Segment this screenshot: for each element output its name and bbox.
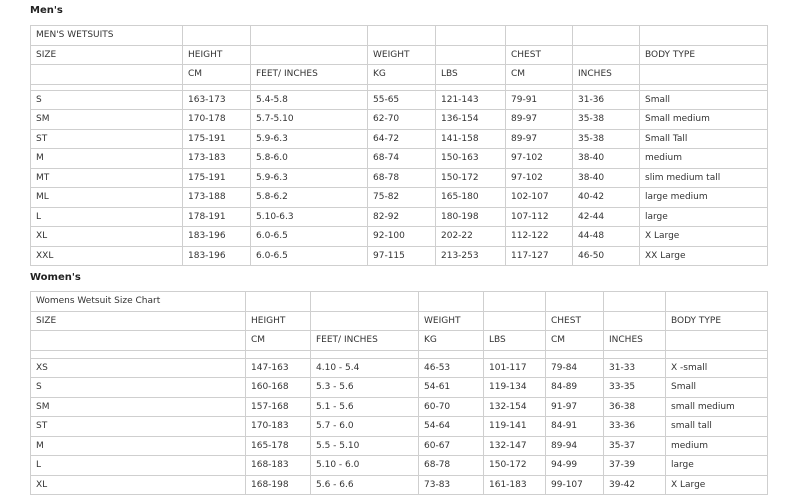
table-row-cell: 33-35 — [604, 378, 666, 398]
group-header-row-cell — [604, 311, 666, 331]
spacer-row-cell — [546, 350, 604, 358]
table-row — [31, 475, 768, 495]
table-row — [31, 129, 768, 149]
table-row-cell: S — [31, 90, 183, 110]
table-row-cell: XS — [31, 358, 246, 378]
table-row-cell: 54-64 — [419, 417, 484, 437]
table-row-cell: 5.9-6.3 — [251, 129, 368, 149]
table-row-cell: XX Large — [640, 246, 768, 266]
table-row-cell: 119-134 — [484, 378, 546, 398]
table-row-cell: 213-253 — [436, 246, 506, 266]
table-row-cell: 147-163 — [246, 358, 311, 378]
table-title-row-cell — [573, 26, 640, 46]
table-row-cell: 75-82 — [368, 188, 436, 208]
table-row-cell: 6.0-6.5 — [251, 227, 368, 247]
table-row-cell: 60-67 — [419, 436, 484, 456]
table-row-cell: 64-72 — [368, 129, 436, 149]
table-title-row-cell — [183, 26, 251, 46]
table-row-cell: 150-163 — [436, 149, 506, 169]
table-row-cell: large medium — [640, 188, 768, 208]
table-row-cell: 38-40 — [573, 168, 640, 188]
unit-header-row-cell — [31, 331, 246, 351]
table-row-cell: 175-191 — [183, 168, 251, 188]
table-row-cell: 82-92 — [368, 207, 436, 227]
table-title-row-cell — [311, 292, 419, 312]
mens-size-table — [30, 25, 768, 266]
table-row-cell: 5.10 - 6.0 — [311, 456, 419, 476]
group-header-row-cell: CHEST — [546, 311, 604, 331]
table-title-row-cell — [251, 26, 368, 46]
table-row-cell: 5.8-6.0 — [251, 149, 368, 169]
unit-header-row — [31, 331, 768, 351]
table-row-cell: medium — [666, 436, 768, 456]
table-row-cell: 79-84 — [546, 358, 604, 378]
table-row-cell: 161-183 — [484, 475, 546, 495]
table-row-cell: 101-117 — [484, 358, 546, 378]
table-row-cell: 99-107 — [546, 475, 604, 495]
unit-header-row-cell: INCHES — [573, 65, 640, 85]
mens-section-heading: Men's — [30, 5, 63, 16]
group-header-row-cell — [573, 45, 640, 65]
table-row-cell: 5.7-5.10 — [251, 110, 368, 130]
table-row-cell: X Large — [640, 227, 768, 247]
table-row — [31, 358, 768, 378]
group-header-row-cell — [484, 311, 546, 331]
table-row-cell: 202-22 — [436, 227, 506, 247]
table-row-cell: 38-40 — [573, 149, 640, 169]
group-header-row-cell: HEIGHT — [183, 45, 251, 65]
table-row — [31, 227, 768, 247]
group-header-row — [31, 45, 768, 65]
unit-header-row-cell: CM — [546, 331, 604, 351]
table-row-cell: 170-178 — [183, 110, 251, 130]
table-title-row-cell — [436, 26, 506, 46]
table-title: MEN'S WETSUITS — [31, 26, 183, 46]
table-title-row-cell — [666, 292, 768, 312]
table-row-cell: 91-97 — [546, 397, 604, 417]
table-title-row-cell — [546, 292, 604, 312]
table-row-cell: 173-183 — [183, 149, 251, 169]
table-row-cell: 97-102 — [506, 168, 573, 188]
table-row-cell: 68-74 — [368, 149, 436, 169]
table-row — [31, 207, 768, 227]
table-title-row — [31, 26, 768, 46]
table-row — [31, 90, 768, 110]
table-row-cell: 40-42 — [573, 188, 640, 208]
table-row — [31, 417, 768, 437]
table-row-cell: 183-196 — [183, 246, 251, 266]
table-row-cell: 79-91 — [506, 90, 573, 110]
table-row-cell: 54-61 — [419, 378, 484, 398]
table-row-cell: 107-112 — [506, 207, 573, 227]
table-row-cell: X Large — [666, 475, 768, 495]
table-row-cell: 55-65 — [368, 90, 436, 110]
group-header-row-cell: CHEST — [506, 45, 573, 65]
group-header-row-cell: BODY TYPE — [666, 311, 768, 331]
spacer-row-cell — [311, 350, 419, 358]
unit-header-row-cell — [666, 331, 768, 351]
table-row-cell: 94-99 — [546, 456, 604, 476]
unit-header-row-cell: LBS — [484, 331, 546, 351]
table-row-cell: 5.1 - 5.6 — [311, 397, 419, 417]
table-row-cell: large — [640, 207, 768, 227]
table-row-cell: 163-173 — [183, 90, 251, 110]
unit-header-row-cell: CM — [183, 65, 251, 85]
table-row-cell: 5.6 - 6.6 — [311, 475, 419, 495]
group-header-row-cell — [436, 45, 506, 65]
table-row-cell: large — [666, 456, 768, 476]
group-header-row-cell — [251, 45, 368, 65]
table-row-cell: 4.10 - 5.4 — [311, 358, 419, 378]
table-row-cell: 165-180 — [436, 188, 506, 208]
table-row-cell: 97-115 — [368, 246, 436, 266]
table-row-cell: 42-44 — [573, 207, 640, 227]
table-row-cell: 68-78 — [368, 168, 436, 188]
unit-header-row-cell — [31, 65, 183, 85]
spacer-row-cell — [484, 350, 546, 358]
table-title-row-cell — [246, 292, 311, 312]
table-row-cell: 46-50 — [573, 246, 640, 266]
table-row-cell: 84-89 — [546, 378, 604, 398]
table-row-cell: 89-97 — [506, 129, 573, 149]
table-row-cell: 89-97 — [506, 110, 573, 130]
spacer-row-cell — [419, 350, 484, 358]
table-row-cell: 39-42 — [604, 475, 666, 495]
unit-header-row-cell: CM — [506, 65, 573, 85]
table-row-cell: 5.9-6.3 — [251, 168, 368, 188]
group-header-row-cell: HEIGHT — [246, 311, 311, 331]
table-row-cell: 165-178 — [246, 436, 311, 456]
unit-header-row-cell: FEET/ INCHES — [251, 65, 368, 85]
womens-size-table — [30, 291, 768, 495]
table-row-cell: 60-70 — [419, 397, 484, 417]
table-row-cell: 5.5 - 5.10 — [311, 436, 419, 456]
table-row — [31, 397, 768, 417]
spacer-row-cell — [666, 350, 768, 358]
table-row-cell: 136-154 — [436, 110, 506, 130]
womens-section-heading: Women's — [30, 272, 81, 283]
table-row-cell: 84-91 — [546, 417, 604, 437]
table-row-cell: 5.10-6.3 — [251, 207, 368, 227]
table-row-cell: 132-147 — [484, 436, 546, 456]
table-row-cell: 178-191 — [183, 207, 251, 227]
table-row — [31, 436, 768, 456]
table-row-cell: 73-83 — [419, 475, 484, 495]
table-row-cell: medium — [640, 149, 768, 169]
table-row-cell: ML — [31, 188, 183, 208]
table-row — [31, 110, 768, 130]
table-row-cell: M — [31, 149, 183, 169]
table-row-cell: 31-33 — [604, 358, 666, 378]
table-title-row-cell — [506, 26, 573, 46]
table-row-cell: 5.4-5.8 — [251, 90, 368, 110]
unit-header-row-cell: FEET/ INCHES — [311, 331, 419, 351]
spacer-row-cell — [604, 350, 666, 358]
table-row-cell: 117-127 — [506, 246, 573, 266]
table-row-cell: 97-102 — [506, 149, 573, 169]
table-row-cell: 35-38 — [573, 110, 640, 130]
table-row-cell: Small medium — [640, 110, 768, 130]
table-row-cell: 168-183 — [246, 456, 311, 476]
table-title-row-cell — [484, 292, 546, 312]
group-header-row-cell: WEIGHT — [419, 311, 484, 331]
spacer-row-cell — [31, 350, 246, 358]
table-row-cell: small tall — [666, 417, 768, 437]
table-row-cell: 183-196 — [183, 227, 251, 247]
table-row-cell: SM — [31, 397, 246, 417]
unit-header-row — [31, 65, 768, 85]
table-row — [31, 378, 768, 398]
table-row-cell: 141-158 — [436, 129, 506, 149]
table-row-cell: 112-122 — [506, 227, 573, 247]
table-row-cell: 5.3 - 5.6 — [311, 378, 419, 398]
table-row-cell: 35-38 — [573, 129, 640, 149]
table-title: Womens Wetsuit Size Chart — [31, 292, 246, 312]
group-header-row-cell: WEIGHT — [368, 45, 436, 65]
table-row — [31, 456, 768, 476]
table-row-cell: 121-143 — [436, 90, 506, 110]
table-title-row-cell — [604, 292, 666, 312]
table-title-row — [31, 292, 768, 312]
group-header-row-cell — [311, 311, 419, 331]
unit-header-row-cell — [640, 65, 768, 85]
table-row-cell: 36-38 — [604, 397, 666, 417]
table-row-cell: 170-183 — [246, 417, 311, 437]
table-row-cell: XL — [31, 227, 183, 247]
group-header-row-cell: SIZE — [31, 45, 183, 65]
table-row — [31, 149, 768, 169]
table-row-cell: MT — [31, 168, 183, 188]
table-row-cell: 168-198 — [246, 475, 311, 495]
table-row-cell: 175-191 — [183, 129, 251, 149]
table-row-cell: 6.0-6.5 — [251, 246, 368, 266]
table-title-row-cell — [640, 26, 768, 46]
table-row-cell: Small — [666, 378, 768, 398]
spacer-row-cell — [246, 350, 311, 358]
table-row-cell: SM — [31, 110, 183, 130]
table-row-cell: 44-48 — [573, 227, 640, 247]
table-row-cell: 132-154 — [484, 397, 546, 417]
table-row-cell: X -small — [666, 358, 768, 378]
group-header-row-cell: BODY TYPE — [640, 45, 768, 65]
table-row-cell: XXL — [31, 246, 183, 266]
unit-header-row-cell: LBS — [436, 65, 506, 85]
table-row-cell: ST — [31, 129, 183, 149]
unit-header-row-cell: KG — [368, 65, 436, 85]
table-row-cell: small medium — [666, 397, 768, 417]
table-row-cell: 68-78 — [419, 456, 484, 476]
table-row-cell: 150-172 — [436, 168, 506, 188]
table-row-cell: 180-198 — [436, 207, 506, 227]
table-row-cell: S — [31, 378, 246, 398]
table-row-cell: 37-39 — [604, 456, 666, 476]
table-row-cell: M — [31, 436, 246, 456]
table-row-cell: 157-168 — [246, 397, 311, 417]
table-row-cell: Small Tall — [640, 129, 768, 149]
table-row-cell: L — [31, 456, 246, 476]
table-row-cell: 102-107 — [506, 188, 573, 208]
table-title-row-cell — [368, 26, 436, 46]
table-row-cell: 92-100 — [368, 227, 436, 247]
table-row-cell: 33-36 — [604, 417, 666, 437]
unit-header-row-cell: INCHES — [604, 331, 666, 351]
table-row-cell: 35-37 — [604, 436, 666, 456]
group-header-row-cell: SIZE — [31, 311, 246, 331]
table-row-cell: 31-36 — [573, 90, 640, 110]
table-row-cell: XL — [31, 475, 246, 495]
table-row-cell: Small — [640, 90, 768, 110]
group-header-row — [31, 311, 768, 331]
table-row-cell: 119-141 — [484, 417, 546, 437]
unit-header-row-cell: CM — [246, 331, 311, 351]
table-row — [31, 246, 768, 266]
table-row-cell: 173-188 — [183, 188, 251, 208]
table-row-cell: 150-172 — [484, 456, 546, 476]
table-row-cell: ST — [31, 417, 246, 437]
table-row-cell: 89-94 — [546, 436, 604, 456]
table-row-cell: L — [31, 207, 183, 227]
table-title-row-cell — [419, 292, 484, 312]
spacer-row — [31, 350, 768, 358]
table-row-cell: slim medium tall — [640, 168, 768, 188]
table-row-cell: 62-70 — [368, 110, 436, 130]
table-row-cell: 5.8-6.2 — [251, 188, 368, 208]
table-row-cell: 46-53 — [419, 358, 484, 378]
table-row-cell: 160-168 — [246, 378, 311, 398]
table-row — [31, 188, 768, 208]
table-row — [31, 168, 768, 188]
table-row-cell: 5.7 - 6.0 — [311, 417, 419, 437]
unit-header-row-cell: KG — [419, 331, 484, 351]
